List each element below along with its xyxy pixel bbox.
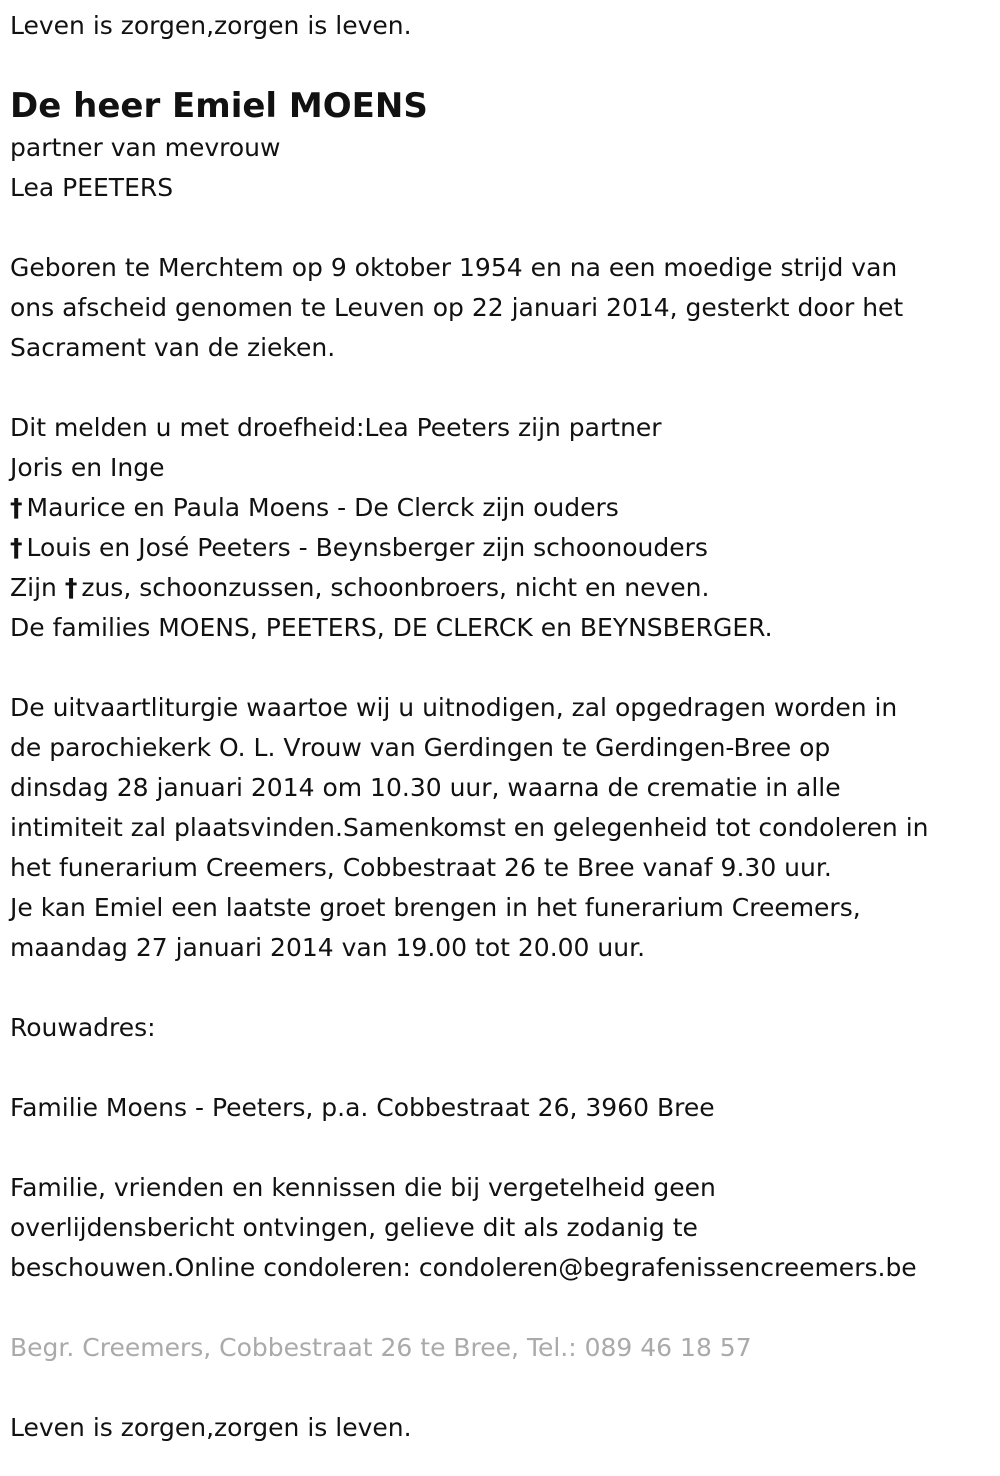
condolence-email-link[interactable]: condoleren@begrafenissencreemers.be bbox=[418, 1253, 917, 1282]
cross-icon: † bbox=[10, 533, 23, 562]
ceremony-line-2: de parochiekerk O. L. Vrouw van Gerdingen te Gerdingen-Bree op bbox=[10, 733, 831, 762]
ceremony-line-7: maandag 27 januari 2014 van 19.00 tot 20.00 uur. bbox=[10, 933, 646, 962]
obituary-page bbox=[0, 6, 1000, 1476]
mourners-line-4 bbox=[10, 528, 990, 568]
siblings-prefix: Zijn bbox=[10, 573, 57, 602]
spacer bbox=[10, 368, 990, 408]
page-title: De heer Emiel MOENS bbox=[10, 86, 428, 126]
mourners-line-6: De families MOENS, PEETERS, DE CLERCK en BEYNSBERGER. bbox=[10, 613, 773, 642]
ceremony-line-1: De uitvaartliturgie waartoe wij u uitnodigen, zal opgedragen worden in bbox=[10, 693, 898, 722]
cross-icon: † bbox=[64, 573, 78, 602]
mourners-line-2: Joris en Inge bbox=[10, 453, 165, 482]
spacer bbox=[10, 1128, 990, 1168]
spacer bbox=[10, 968, 990, 1008]
siblings-text: zus, schoonzussen, schoonbroers, nicht en neven. bbox=[81, 573, 710, 602]
ceremony-line-5: het funerarium Creemers, Cobbestraat 26 te Bree vanaf 9.30 uur. bbox=[10, 853, 832, 882]
closing-line-1: Familie, vrienden en kennissen die bij vergetelheid geen bbox=[10, 1173, 716, 1202]
partner-intro: partner van mevrouw bbox=[10, 133, 281, 162]
funeral-home-info: Begr. Creemers, Cobbestraat 26 te Bree, Tel.: 089 46 18 57 bbox=[10, 1333, 752, 1362]
spacer bbox=[10, 1368, 990, 1408]
closing-line-3-text: beschouwen.Online condoleren: bbox=[10, 1253, 419, 1282]
birth-line-1: Geboren te Merchtem op 9 oktober 1954 en na een moedige strijd van bbox=[10, 253, 898, 282]
motto-top: Leven is zorgen,zorgen is leven. bbox=[10, 11, 412, 40]
partner-name: Lea PEETERS bbox=[10, 173, 174, 202]
birth-line-3: Sacrament van de zieken. bbox=[10, 333, 336, 362]
cross-icon: † bbox=[10, 493, 23, 522]
mourners-line-5 bbox=[10, 568, 990, 608]
spacer bbox=[10, 1048, 990, 1088]
mourning-address: Familie Moens - Peeters, p.a. Cobbestraat 26, 3960 Bree bbox=[10, 1093, 715, 1122]
ceremony-line-4: intimiteit zal plaatsvinden.Samenkomst en gelegenheid tot condoleren in bbox=[10, 813, 929, 842]
mourners-line-3 bbox=[10, 488, 990, 528]
spacer bbox=[10, 1288, 990, 1328]
ceremony-line-3: dinsdag 28 januari 2014 om 10.30 uur, waarna de crematie in alle bbox=[10, 773, 841, 802]
spacer bbox=[10, 208, 990, 248]
parents-in-law-text: Louis en José Peeters - Beynsberger zijn schoonouders bbox=[26, 533, 708, 562]
mourners-line-1: Dit melden u met droefheid:Lea Peeters zijn partner bbox=[10, 413, 662, 442]
ceremony-line-6: Je kan Emiel een laatste groet brengen in het funerarium Creemers, bbox=[10, 893, 861, 922]
parents-text: Maurice en Paula Moens - De Clerck zijn ouders bbox=[26, 493, 619, 522]
address-label: Rouwadres: bbox=[10, 1013, 156, 1042]
closing-line-2: overlijdensbericht ontvingen, gelieve dit als zodanig te bbox=[10, 1213, 698, 1242]
spacer bbox=[10, 648, 990, 688]
birth-line-2: ons afscheid genomen te Leuven op 22 januari 2014, gesterkt door het bbox=[10, 293, 904, 322]
closing-line-3 bbox=[10, 1248, 990, 1288]
motto-bottom: Leven is zorgen,zorgen is leven. bbox=[10, 1413, 412, 1442]
